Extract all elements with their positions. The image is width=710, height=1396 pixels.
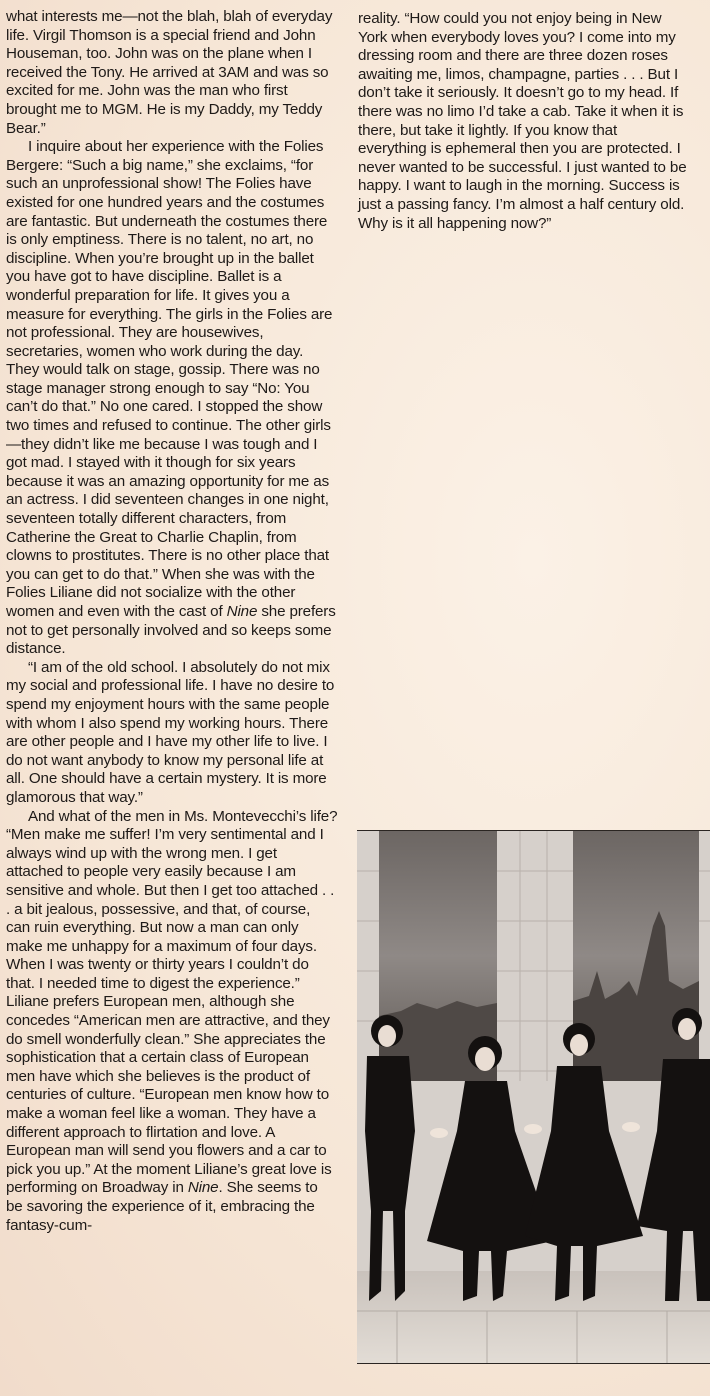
- paragraph-men-end: . She seems to be savoring the experience of it, embracing the fantasy-cum-: [6, 1179, 318, 1234]
- paragraph-folies-text: I inquire about her experience with the Folies Bergere: “Such a big name,” she exclaims, “for such an unprofessional show! The Folies have existed for one hundred years and the costumes are fantastic. But underneath the costumes there is only emptiness. There is no talent, no art, no discipline. When you’re brought up in the ballet you have got to have discipline. Ballet is a wonderful preparation for life. It gives you a measure for everything. The girls in the Folies are not professional. They are housewives, secretaries, women who work during the day. They would talk on stage, gossip. There was no stage manager strong enough to say “No: You can’t do that.” No one cared. I stopped the show two times and refused to continue. The other girls—they didn’t like me because I was tough and I got mad. I stayed with it though for six years because it was an amazing opportunity for me as an actress. I did seventeen changes in one night, seventeen totally different characters, from Catherine the Great to Charlie Chaplin, from clowns to prostitutes. There is no other place that you can get to do that.” When she was with the Folies Liliane did not socialize with the other women and even with the cast of: [6, 138, 333, 620]
- stage-photo: [357, 830, 710, 1364]
- paragraph-folies-end: she prefers not to get personally involved and so keeps some distance.: [6, 603, 336, 658]
- show-title-nine-2: Nine: [187, 1179, 219, 1197]
- article-right-column: [358, 10, 688, 233]
- paragraph-reality: reality. “How could you not enjoy being in New York when everybody loves you? I come into my dressing room and there are three dozen roses awaiting me, limos, champagne, parties . . . But I don’t take it seriously. It doesn’t go to my head. If there was no limo I’d take a cab. Take it when it is there, but take it lightly. If you know that everything is ephemeral then you are protected. I never wanted to be successful. I just wanted to be happy. I want to laugh in the morning. Success is just a passing fancy. I’m almost a half century old. Why is it all happening now?”: [358, 10, 687, 232]
- stage-floor: [357, 1271, 710, 1363]
- paragraph-men: [6, 808, 338, 1236]
- show-title-nine: Nine: [226, 603, 258, 620]
- article-left-column: [6, 8, 338, 1235]
- paragraph-folies: [6, 138, 338, 659]
- paragraph-old-school: “I am of the old school. I absolutely do not mix my social and professional life. I have no desire to spend my enjoyment hours with the same people with whom I also spend my working hours. There are other people and I have my other life to live. I do not want anybody to know my personal life at all. One should have a certain mystery. It is more glamorous that way.”: [6, 658, 335, 806]
- paragraph-men-text: And what of the men in Ms. Montevecchi’s life? “Men make me suffer! I’m very sentimental and I always wind up with the wrong men. I get attached to people very easily because I am sensitive and whole. But then I get too attached . . . a bit jealous, possessive, and that, of course, can ruin everything. But now a man can only make me unhappy for a maximum of four days. When I was twenty or thirty years I couldn’t do that. I needed time to digest the experience.” Liliane prefers European men, although she concedes “American men are attractive, and they do smell wonderfully clean.” She appreciates the sophistication that a certain class of European men have which she believes is the product of centuries of culture. “European men know how to make a woman feel like a woman. They have a different approach to flirtation and love. A European man will send you flowers and a car to pick you up.” At the moment Liliane’s great love is performing on Broadway in: [6, 807, 338, 1197]
- stage-photo-illustration: [357, 831, 710, 1363]
- paragraph-1: what interests me—not the blah, blah of everyday life. Virgil Thomson is a special friend and John Houseman, too. John was on the plane when I received the Tony. He arrived at 3AM and was so excited for me. John was the man who first brought me to MGM. He is my Daddy, my Teddy Bear.”: [6, 8, 333, 137]
